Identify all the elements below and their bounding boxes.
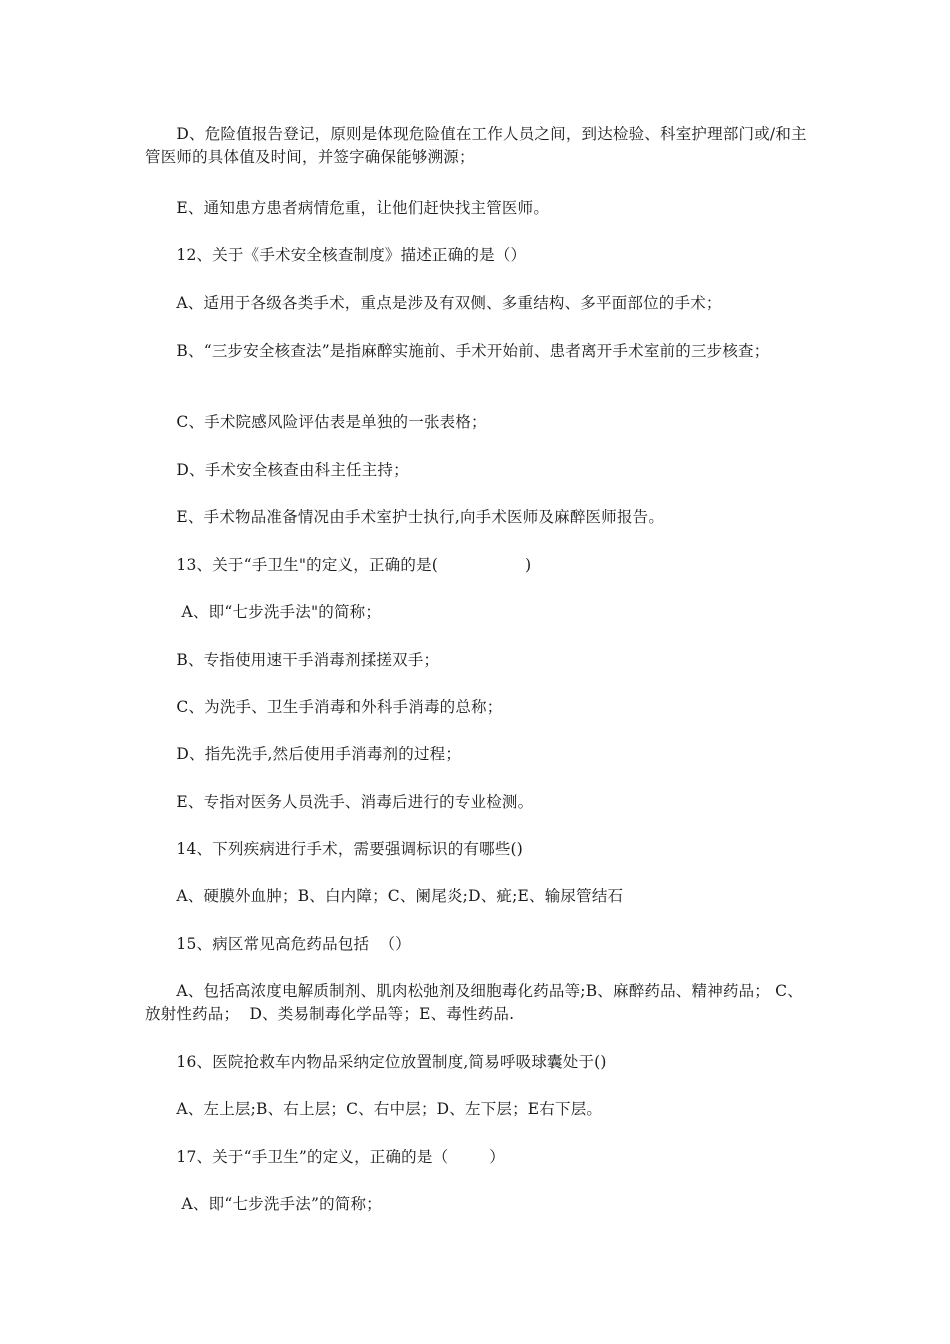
q13-option-c: C、为洗手、卫生手消毒和外科手消毒的总称； — [145, 698, 503, 716]
q12-option-d: D、手术安全核查由科主任主持； — [145, 461, 409, 479]
q12-option-a: A、适用于各级各类手术，重点是涉及有双侧、多重结构、多平面部位的手术； — [145, 294, 722, 312]
option-d-critical-value: D、危险值报告登记，原则是体现危险值在工作人员之间，到达检验、科室护理部门或/和主管医师的具体值及时间，并签字确保能够溯源； — [145, 125, 807, 166]
question-16: 16、医院抢救车内物品采纳定位放置制度,简易呼吸球囊处于() — [145, 1053, 607, 1071]
q13-option-d: D、指先洗手,然后使用手消毒剂的过程； — [145, 745, 462, 763]
q16-options: A、左上层;B、右上层；C、右中层；D、左下层；E右下层。 — [145, 1100, 603, 1118]
question-14: 14、下列疾病进行手术，需要强调标识的有哪些() — [145, 840, 524, 858]
q12-option-c: C、手术院感风险评估表是单独的一张表格； — [145, 413, 487, 431]
question-15: 15、病区常见高危药品包括 （） — [145, 935, 411, 953]
q13-option-e: E、专指对医务人员洗手、消毒后进行的专业检测。 — [145, 793, 534, 811]
q15-options: A、包括高浓度电解质制剂、肌肉松弛剂及细胞毒化药品等;B、麻醉药品、精神药品； C、放射性药品； D、类易制毒化学品等；E、毒性药品. — [145, 982, 803, 1023]
option-e-notify-patient: E、通知患方患者病情危重，让他们赶快找主管医师。 — [145, 199, 550, 217]
q14-options: A、硬膜外血肿；B、白内障；C、阑尾炎;D、疵;E、输尿管结石 — [145, 887, 624, 905]
q12-option-e: E、手术物品准备情况由手术室护士执行,向手术医师及麻醉医师报告。 — [145, 508, 665, 526]
q13-option-b: B、专指使用速干手消毒剂揉搓双手； — [145, 651, 440, 669]
q12-option-b: B、“三步安全核查法”是指麻醉实施前、手术开始前、患者离开手术室前的三步核查； — [145, 342, 770, 360]
question-17: 17、关于“手卫生”的定义，正确的是（ ） — [145, 1148, 505, 1166]
q13-option-a: A、即“七步洗手法"的简称； — [145, 603, 382, 621]
q17-option-a: A、即“七步洗手法”的简称； — [145, 1195, 382, 1213]
question-13: 13、关于“手卫生"的定义，正确的是( ) — [145, 556, 532, 574]
question-12: 12、关于《手术安全核查制度》描述正确的是（） — [145, 246, 527, 264]
